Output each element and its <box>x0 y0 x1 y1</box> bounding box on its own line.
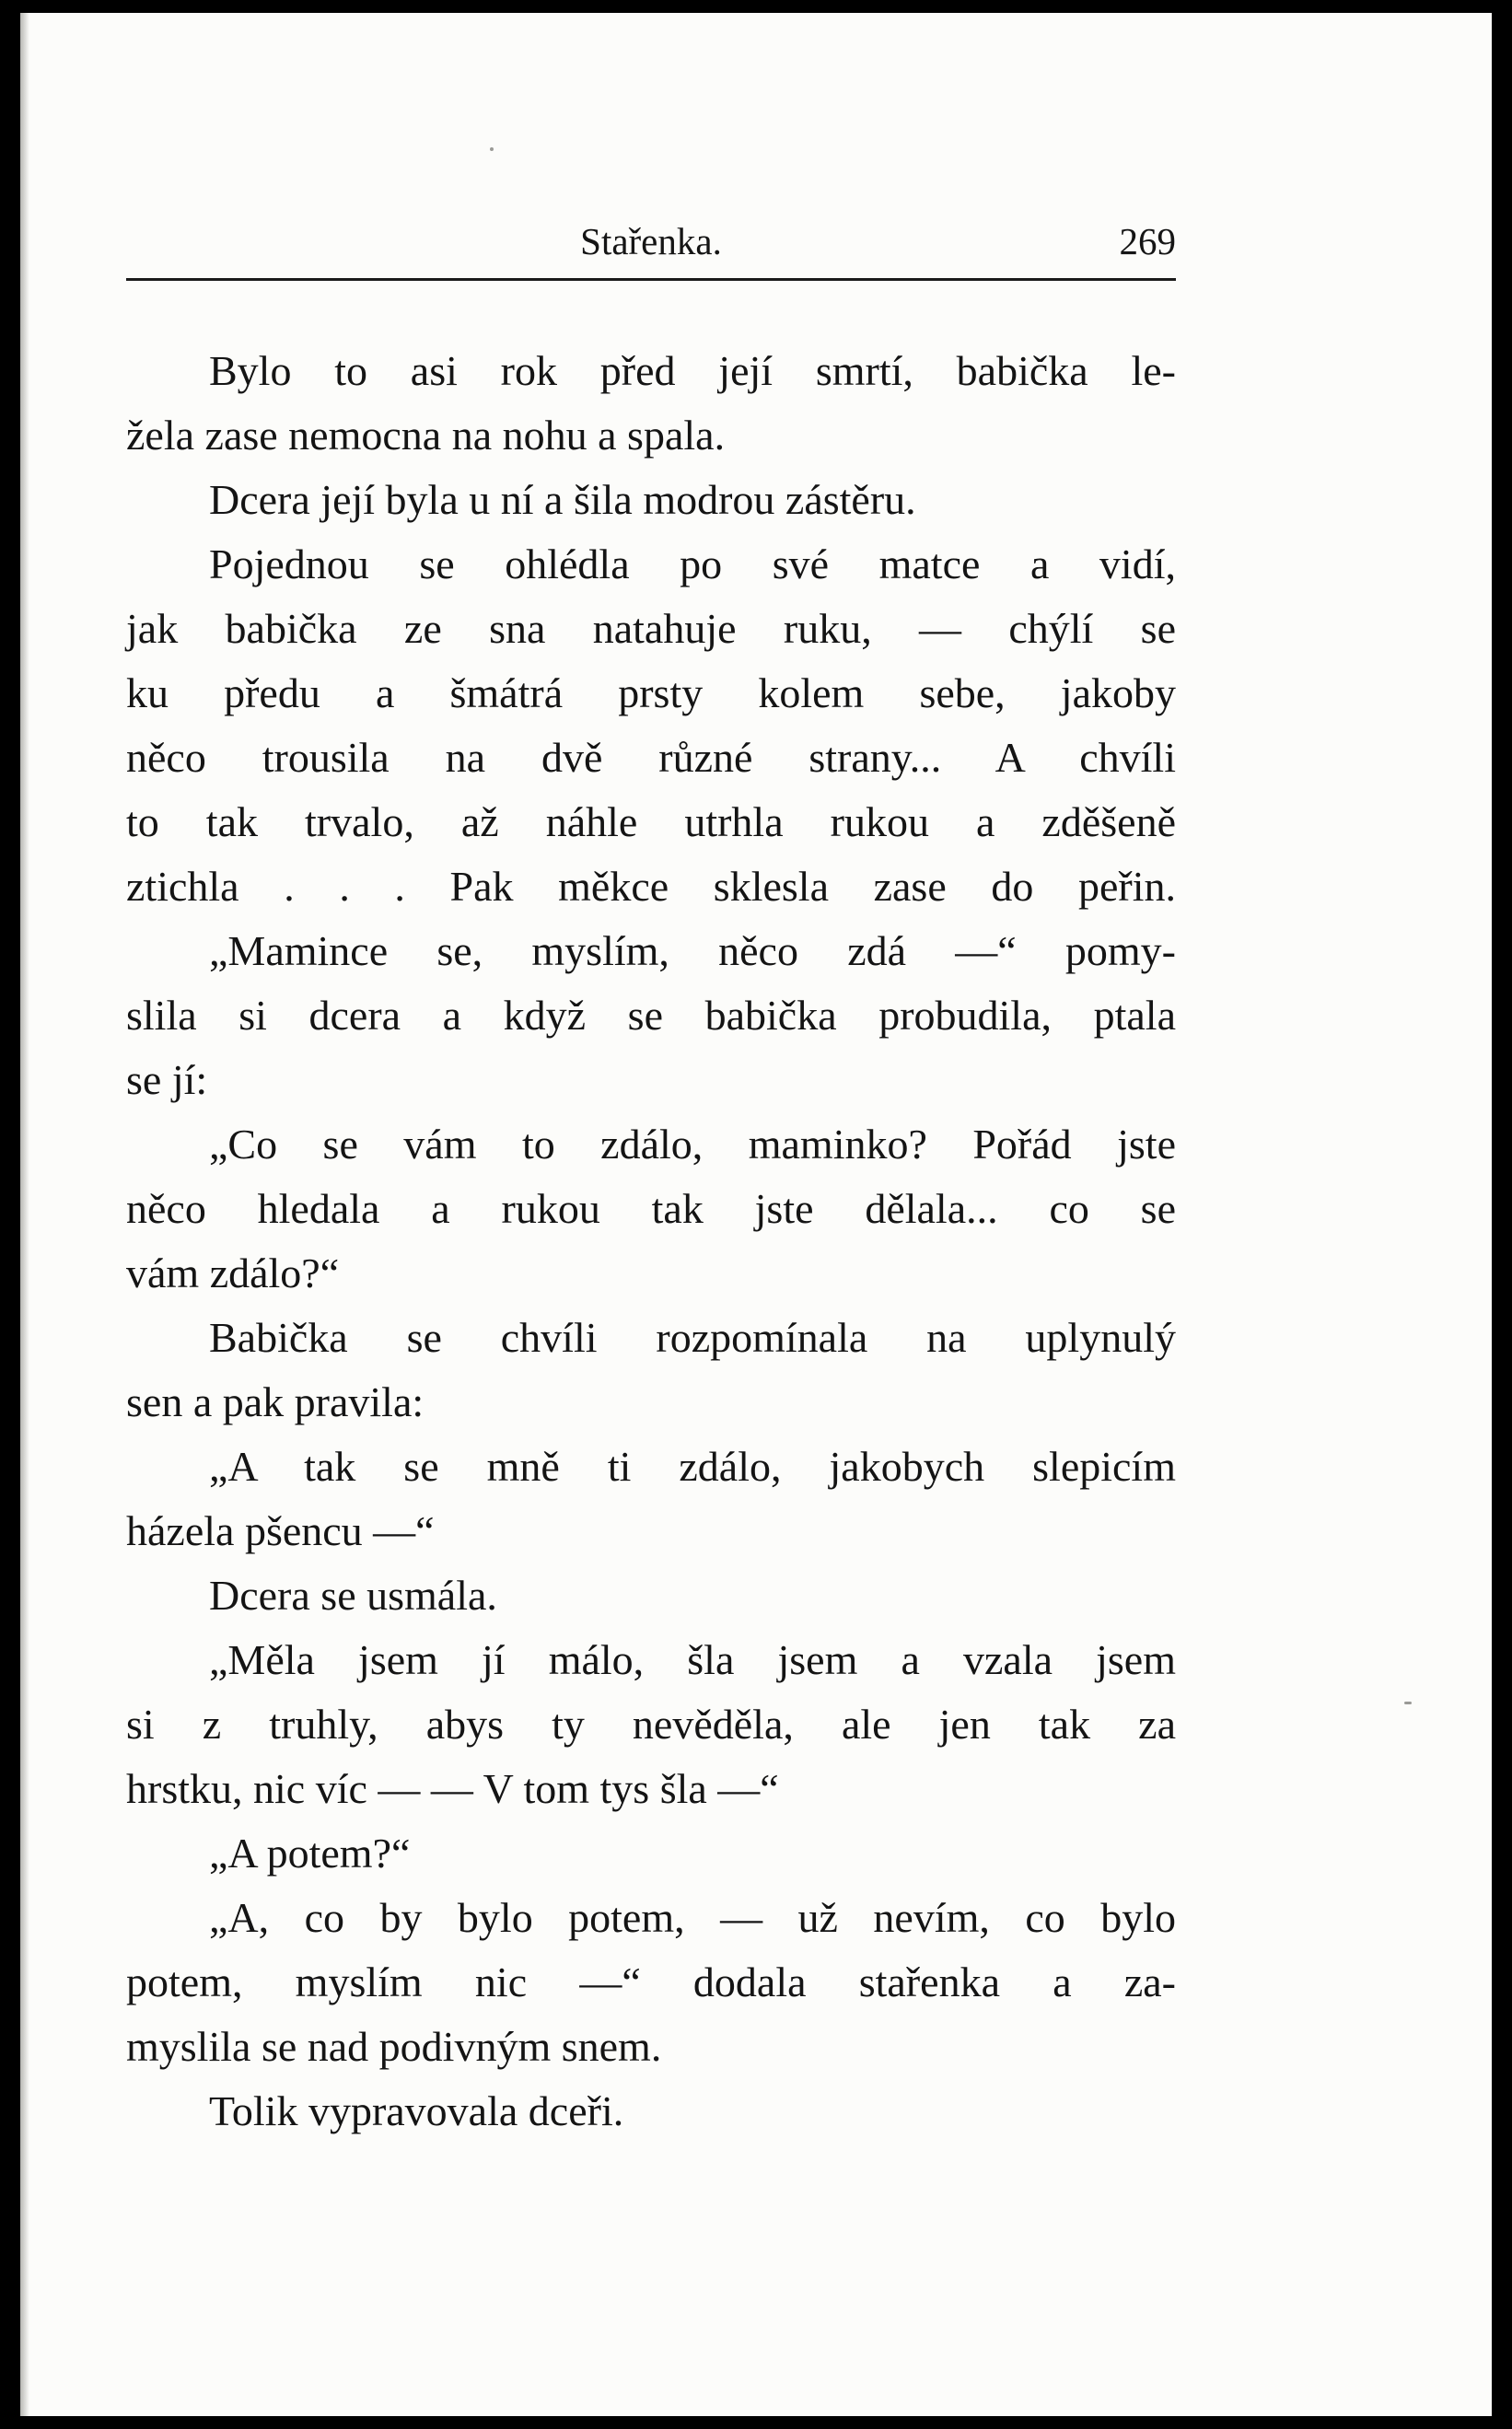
text-line: Tolik vypravovala dceři. <box>209 2087 624 2134</box>
header-rule <box>126 278 1176 281</box>
text-line: ztichla . . . Pak měkce sklesla zase do peřin. <box>126 863 1176 910</box>
text-line: se jí: <box>126 1056 208 1103</box>
text-line: hrstku, nic víc — — V tom tys šla —“ <box>126 1765 779 1812</box>
page-number: 269 <box>1119 220 1176 262</box>
text-line: vám zdálo?“ <box>126 1249 340 1296</box>
body-text <box>126 339 1176 2144</box>
text-line: házela pšencu —“ <box>126 1507 435 1554</box>
text-line: něco trousila na dvě různé strany... A chvíli <box>126 734 1176 781</box>
text-line: Dcera se usmála. <box>209 1572 497 1619</box>
text-line: „A potem?“ <box>209 1830 411 1877</box>
text-line: Babička se chvíli rozpomínala na uplynulý <box>209 1314 1176 1361</box>
text-line: „Mamince se, myslím, něco zdá —“ pomy- <box>209 927 1176 974</box>
scan-speck <box>490 147 494 151</box>
text-line: to tak trvalo, až náhle utrhla rukou a zděšeně <box>126 798 1176 845</box>
text-line: „A, co by bylo potem, — už nevím, co bylo <box>209 1894 1176 1941</box>
text-line: potem, myslím nic —“ dodala stařenka a za- <box>126 1958 1176 2005</box>
scan-speck <box>1404 1702 1412 1704</box>
text-line: „Měla jsem jí málo, šla jsem a vzala jsem <box>209 1636 1176 1683</box>
text-line: sen a pak pravila: <box>126 1378 425 1425</box>
text-line: Bylo to asi rok před její smrtí, babička le- <box>209 347 1176 394</box>
text-line: ku předu a šmátrá prsty kolem sebe, jakoby <box>126 669 1176 716</box>
page-edge-shadow <box>20 13 29 2416</box>
text-line: si z truhly, abys ty nevěděla, ale jen tak za <box>126 1701 1176 1748</box>
text-line: něco hledala a rukou tak jste dělala... co se <box>126 1185 1176 1232</box>
text-line: myslila se nad podivným snem. <box>126 2023 662 2070</box>
text-line: Dcera její byla u ní a šila modrou zástěru. <box>209 476 916 523</box>
text-line: „A tak se mně ti zdálo, jakobych slepicím <box>209 1443 1176 1490</box>
running-head <box>126 210 1176 274</box>
text-line: jak babička ze sna natahuje ruku, — chýlí se <box>126 605 1176 652</box>
text-line: žela zase nemocna na nohu a spala. <box>126 412 726 459</box>
text-line: „Co se vám to zdálo, maminko? Pořád jste <box>209 1121 1176 1168</box>
running-title: Stařenka. <box>580 220 722 262</box>
text-line: Pojednou se ohlédla po své matce a vidí, <box>209 540 1176 587</box>
text-line: slila si dcera a když se babička probudila, ptala <box>126 992 1176 1039</box>
